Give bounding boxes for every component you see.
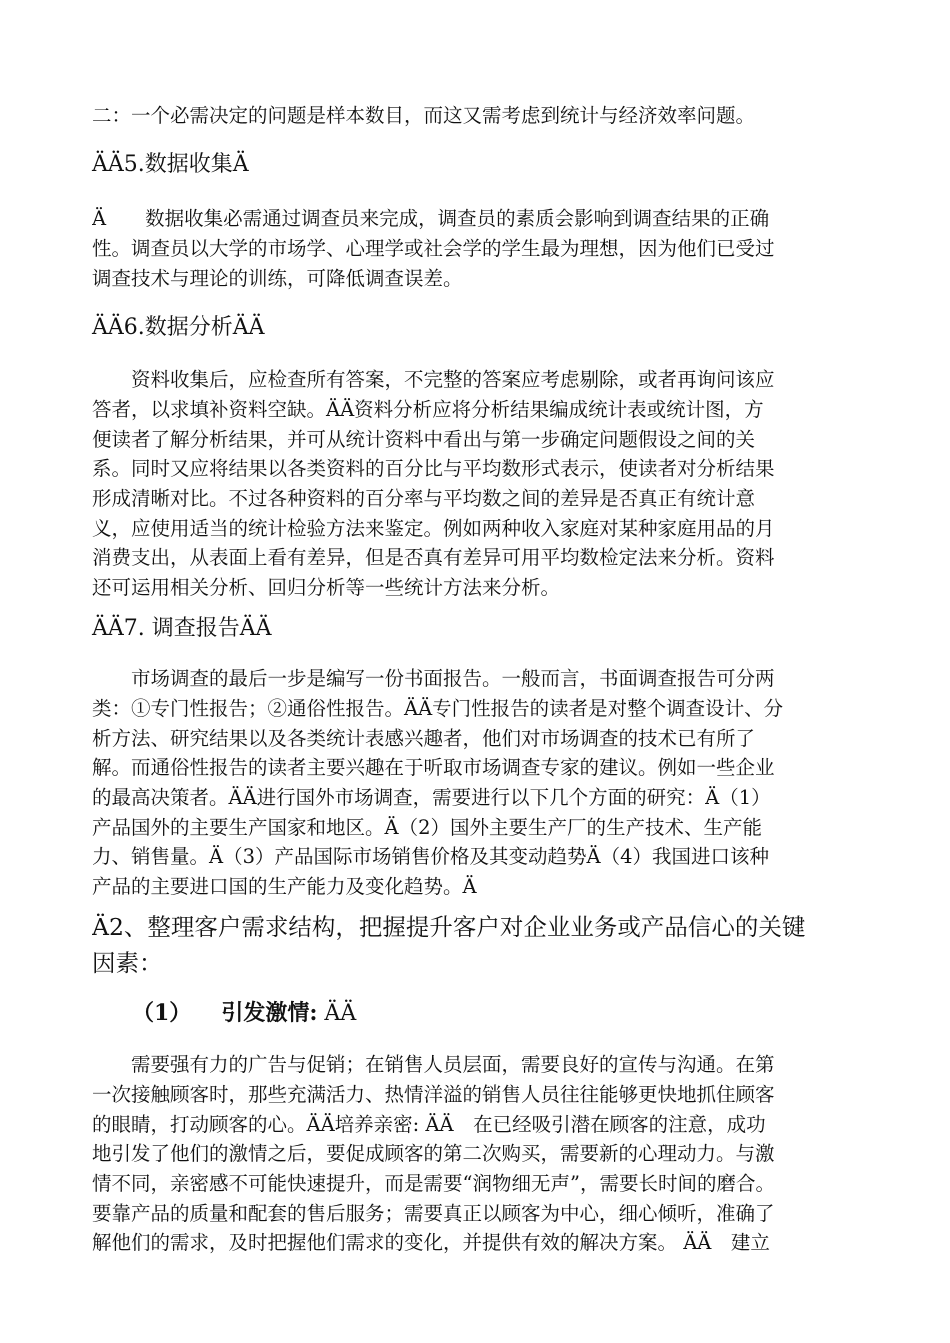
text-line: 还可运用相关分析、回归分析等一些统计方法来分析。 xyxy=(92,576,561,599)
text-line: 调查技术与理论的训练，可降低调查误差。 xyxy=(92,267,463,290)
subsection-heading-1 xyxy=(132,996,832,1031)
text-line: 析方法、研究结果以及各类统计表感兴趣者，他们对市场调查的技术已有所了 xyxy=(92,727,756,750)
text-line: 产品的主要进口国的生产能力及变化趋势。Ä xyxy=(92,875,477,898)
section-heading-2: Ä2、整理客户需求结构，把握提升客户对企业业务或产品信心的关键 xyxy=(92,913,806,941)
text-line: 市场调查的最后一步是编写一份书面报告。一般而言，书面调查报告可分两 xyxy=(92,667,775,690)
text-line: 力、销售量。Ä（3）产品国际市场销售价格及其变动趋势Ä（4）我国进口该种 xyxy=(92,845,769,868)
section-heading-7: ÄÄ7. 调查报告ÄÄ xyxy=(92,616,272,641)
text-line: 二：一个必需决定的问题是样本数目，而这又需考虑到统计与经济效率问题。 xyxy=(92,104,756,127)
text-line: 消费支出，从表面上看有差异，但是否真有差异可用平均数检定法来分析。资料 xyxy=(92,546,775,569)
text-line: 性。调查员以大学的市场学、心理学或社会学的学生最为理想，因为他们已受过 xyxy=(92,237,775,260)
text-line: 要靠产品的质量和配套的售后服务；需要真正以顾客为中心，细心倾听，准确了 xyxy=(92,1202,775,1225)
subsection-title: 引发激情: xyxy=(221,1000,318,1026)
text-line: 解他们的需求，及时把握他们需求的变化，并提供有效的解决方案。 ÄÄ 建立 xyxy=(92,1231,770,1254)
text-line: 答者，以求填补资料空缺。ÄÄ资料分析应将分析结果编成统计表或统计图，方 xyxy=(92,398,764,421)
text-line: 形成清晰对比。不过各种资料的百分率与平均数之间的差异是否真正有统计意 xyxy=(92,487,756,510)
section-heading-5: ÄÄ5.数据收集Ä xyxy=(92,152,249,177)
subsection-tail: ÄÄ xyxy=(317,1001,357,1026)
section-heading-2-cont: 因素： xyxy=(92,949,163,977)
text-line: Ä 数据收集必需通过调查员来完成，调查员的素质会影响到调查结果的正确 xyxy=(92,207,770,230)
text-line: 系。同时又应将结果以各类资料的百分比与平均数形式表示，使读者对分析结果 xyxy=(92,457,775,480)
text-line: 义，应使用适当的统计检验方法来鉴定。例如两种收入家庭对某种家庭用品的月 xyxy=(92,517,775,540)
text-line: 资料收集后，应检查所有答案，不完整的答案应考虑剔除，或者再询问该应 xyxy=(92,368,775,391)
text-line: 类：①专门性报告；②通俗性报告。ÄÄ专门性报告的读者是对整个调查设计、分 xyxy=(92,697,784,720)
text-line: 一次接触顾客时，那些充满活力、热情洋溢的销售人员往往能够更快地抓住顾客 xyxy=(92,1083,775,1106)
text-line: 情不同，亲密感不可能快速提升，而是需要“润物细无声”，需要长时间的磨合。 xyxy=(92,1172,775,1195)
subsection-number: （1） xyxy=(132,1000,192,1026)
text-line: 解。而通俗性报告的读者主要兴趣在于听取市场调查专家的建议。例如一些企业 xyxy=(92,756,775,779)
text-line: 产品国外的主要生产国家和地区。Ä（2）国外主要生产厂的生产技术、生产能 xyxy=(92,816,762,839)
text-line: 的最高决策者。ÄÄ进行国外市场调查，需要进行以下几个方面的研究：Ä（1） xyxy=(92,786,771,809)
text-line: 的眼睛，打动顾客的心。ÄÄ培养亲密: ÄÄ 在已经吸引潜在顾客的注意，成功 xyxy=(92,1113,766,1136)
text-line: 地引发了他们的激情之后，要促成顾客的第二次购买，需要新的心理动力。与激 xyxy=(92,1142,775,1165)
text-line: 需要强有力的广告与促销；在销售人员层面，需要良好的宣传与沟通。在第 xyxy=(92,1053,775,1076)
text-line: 便读者了解分析结果，并可从统计资料中看出与第一步确定问题假设之间的关 xyxy=(92,428,756,451)
section-heading-6: ÄÄ6.数据分析ÄÄ xyxy=(92,315,265,340)
